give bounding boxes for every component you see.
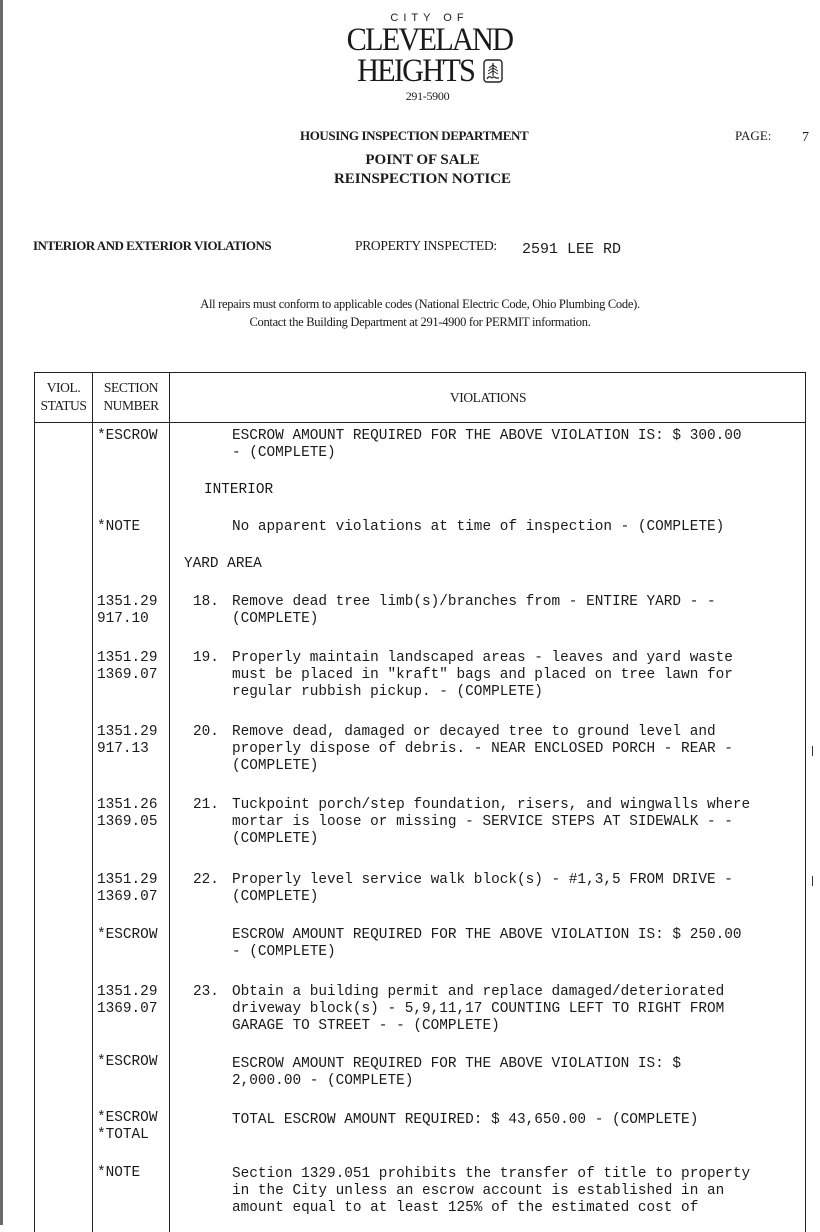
column-divider	[92, 373, 93, 1232]
row-text: Properly maintain landscaped areas - leaves and yard waste must be placed in "kraft" bags and placed on tree lawn for regular rubbish pickup. - (COMPLETE)	[232, 650, 733, 700]
title-line1: POINT OF SALE	[365, 152, 480, 168]
header-status-line2: STATUS	[40, 398, 87, 413]
logo-name-line2: HEIGHTS	[357, 53, 475, 89]
header-section-line2: NUMBER	[103, 398, 159, 413]
notice-line2: Contact the Building Department at 291-4900 for PERMIT information.	[249, 315, 591, 329]
notice-line1: All repairs must conform to applicable codes (National Electric Code, Ohio Plumbing Code).	[200, 297, 640, 311]
code-notice	[120, 295, 720, 331]
department-name: HOUSING INSPECTION DEPARTMENT	[300, 128, 529, 143]
violations-section-label: INTERIOR AND EXTERIOR VIOLATIONS	[33, 238, 272, 253]
property-label: PROPERTY INSPECTED:	[355, 238, 497, 253]
row-number: 20.	[193, 724, 219, 740]
header-section-number	[93, 379, 169, 415]
row-section: 1351.29 1369.07	[97, 650, 158, 683]
row-number: 22.	[193, 872, 219, 888]
row-text: ESCROW AMOUNT REQUIRED FOR THE ABOVE VIOLATION IS: $ 300.00 - (COMPLETE)	[232, 428, 742, 461]
row-text: Tuckpoint porch/step foundation, risers, and wingwalls where mortar is loose or missing - SERVICE STEPS AT SIDEWALK - - (COMPLETE)	[232, 797, 751, 847]
logo-name-line1: CLEVELAND	[346, 22, 513, 58]
area-heading-interior: INTERIOR	[204, 482, 274, 498]
header-viol-status	[35, 379, 92, 415]
row-text: TOTAL ESCROW AMOUNT REQUIRED: $ 43,650.00 - (COMPLETE)	[232, 1112, 699, 1128]
row-section: 1351.29 917.10	[97, 594, 158, 627]
logo-city-of: CITY OF	[390, 12, 469, 24]
row-text: No apparent violations at time of inspection - (COMPLETE)	[232, 519, 725, 535]
row-section: *ESCROW *TOTAL	[97, 1110, 158, 1143]
row-section: *ESCROW	[97, 1054, 158, 1070]
row-number: 19.	[193, 650, 219, 666]
header-divider	[35, 422, 805, 423]
row-number: 21.	[193, 797, 219, 813]
row-section: 1351.29 1369.07	[97, 872, 158, 905]
row-section: *ESCROW	[97, 428, 158, 444]
city-logo	[340, 12, 513, 104]
logo-phone: 291-5900	[405, 89, 450, 103]
area-heading-yard: YARD AREA	[184, 556, 262, 572]
page-number: 7	[802, 130, 809, 145]
row-section: 1351.29 917.13	[97, 724, 158, 757]
row-text: Properly level service walk block(s) - #1,3,5 FROM DRIVE - (COMPLETE)	[232, 872, 733, 905]
page-label: PAGE:	[735, 128, 772, 143]
row-number: 23.	[193, 984, 219, 1000]
row-text: Obtain a building permit and replace damaged/deteriorated driveway block(s) - 5,9,11,17 COUNTING LEFT TO RIGHT FROM GARAGE TO STREET - - (COMPLETE)	[232, 984, 725, 1034]
header-violations: VIOLATIONS	[449, 390, 527, 405]
notice-title	[300, 151, 545, 189]
row-section: *NOTE	[97, 519, 141, 535]
property-value: 2591 LEE RD	[522, 241, 622, 258]
row-section: *ESCROW	[97, 927, 158, 943]
header-status-line1: VIOL.	[46, 380, 81, 395]
column-divider	[169, 373, 170, 1232]
tree-emblem-icon	[483, 59, 503, 83]
title-line2: REINSPECTION NOTICE	[333, 171, 512, 187]
row-section: 1351.29 1369.07	[97, 984, 158, 1017]
row-text: Section 1329.051 prohibits the transfer of title to property in the City unless an escrow account is established in an amount equal to at least 125% of the estimated cost of	[232, 1166, 751, 1216]
row-section: *NOTE	[97, 1165, 141, 1181]
cutoff-mark	[812, 876, 813, 886]
row-text: Remove dead tree limb(s)/branches from - ENTIRE YARD - - (COMPLETE)	[232, 594, 716, 627]
row-text: Remove dead, damaged or decayed tree to ground level and properly dispose of debris. - NEAR ENCLOSED PORCH - REAR - (COMPLETE)	[232, 724, 733, 774]
row-section: 1351.26 1369.05	[97, 797, 158, 830]
row-text: ESCROW AMOUNT REQUIRED FOR THE ABOVE VIOLATION IS: $ 2,000.00 - (COMPLETE)	[232, 1056, 682, 1089]
cutoff-mark	[812, 746, 813, 756]
row-text: ESCROW AMOUNT REQUIRED FOR THE ABOVE VIOLATION IS: $ 250.00 - (COMPLETE)	[232, 927, 742, 960]
header-section-line1: SECTION	[103, 380, 159, 395]
scan-edge	[0, 0, 3, 1225]
row-number: 18.	[193, 594, 219, 610]
